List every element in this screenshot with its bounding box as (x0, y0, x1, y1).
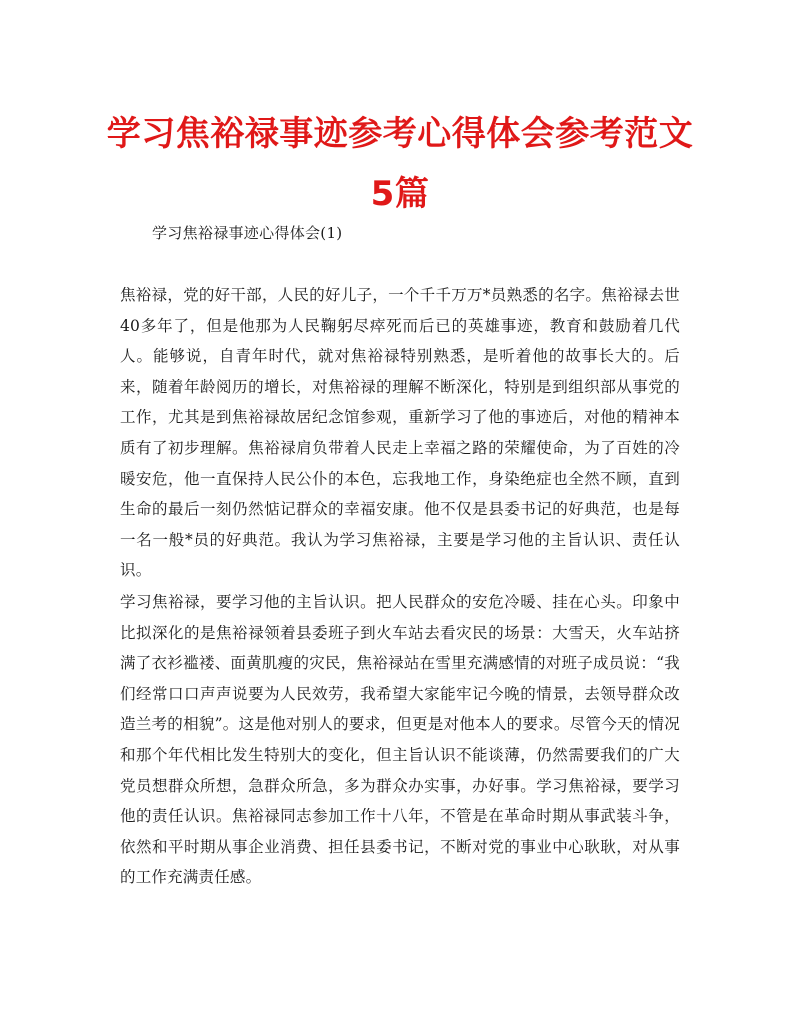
body-paragraph-1: 焦裕禄，党的好干部，人民的好儿子，一个千千万万*员熟悉的名字。焦裕禄去世40多年了，但是他那为人民鞠躬尽瘁死而后已的英雄事迹，教育和鼓励着几代人。能够说，自青年时代，就对焦裕禄特别熟悉，是听着他的故事长大的。后来，随着年龄阅历的增长，对焦裕禄的理解不断深化，特别是到组织部从事党的工作，尤其是到焦裕禄故居纪念馆参观，重新学习了他的事迹后，对他的精神本质有了初步理解。焦裕禄肩负带着人民走上幸福之路的荣耀使命，为了百姓的冷暖安危，他一直保持人民公仆的本色，忘我地工作，身染绝症也全然不顾，直到生命的最后一刻仍然惦记群众的幸福安康。他不仅是县委书记的好典范，也是每一名一般*员的好典范。我认为学习焦裕禄，主要是学习他的主旨认识、责任认识。 (120, 286, 680, 580)
document-title: 学习焦裕禄事迹参考心得体会参考范文5篇 (106, 114, 694, 214)
section-subtitle: 学习焦裕禄事迹心得体会(1) (152, 224, 343, 242)
body-paragraph-2: 学习焦裕禄，要学习他的主旨认识。把人民群众的安危冷暖、挂在心头。印象中比拟深化的是焦裕禄领着县委班子到火车站去看灾民的场景：大雪天，火车站挤满了衣衫褴褛、面黄肌瘦的灾民，焦裕禄站在雪里充满感情的对班子成员说：“我们经常口口声声说要为人民效劳，我希望大家能牢记今晚的情景，去领导群众改造兰考的相貌”。这是他对别人的要求，但更是对他本人的要求。尽管今天的情况和那个年代相比发生特别大的变化，但主旨认识不能谈薄，仍然需要我们的广大党员想群众所想，急群众所急，多为群众办实事，办好事。学习焦裕禄，要学习他的责任认识。焦裕禄同志参加工作十八年，不管是在革命时期从事武装斗争，依然和平时期从事企业消费、担任县委书记，不断对党的事业中心耿耿，对从事的工作充满责任感。 (120, 593, 680, 887)
